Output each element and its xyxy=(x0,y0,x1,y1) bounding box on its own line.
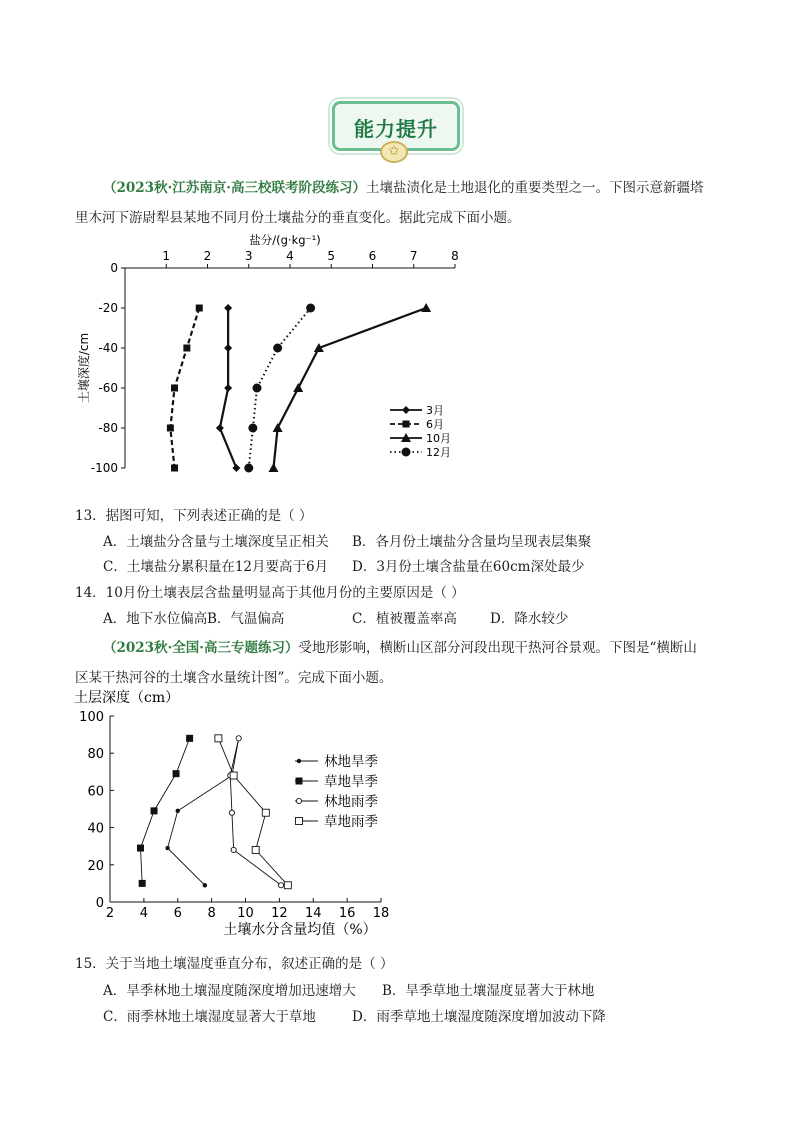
x-tick-label: 5 xyxy=(327,249,336,263)
q15-option-d[interactable]: D．雨季草地土壤湿度随深度增加波动下降 xyxy=(352,1009,606,1025)
x-tick-label: 2 xyxy=(203,249,212,263)
data-point xyxy=(262,809,269,816)
set2-source: （2023秋·全国·高三专题练习） xyxy=(103,640,299,656)
y-tick-label: 60 xyxy=(87,784,104,800)
data-point xyxy=(186,735,193,742)
legend-label: 3月 xyxy=(426,404,444,417)
y-tick-label: -20 xyxy=(98,301,118,315)
y-axis-label: 土壤深度/cm xyxy=(77,332,91,404)
data-point xyxy=(244,464,253,473)
x-tick-label: 16 xyxy=(338,906,356,921)
data-point xyxy=(230,772,237,779)
data-point xyxy=(269,463,279,472)
legend-marker xyxy=(403,421,410,428)
legend-label: 6月 xyxy=(426,418,444,431)
x-tick-label: 10 xyxy=(237,906,254,921)
data-point xyxy=(137,845,144,852)
star-icon: ✩ xyxy=(380,141,408,163)
legend-label: 林地旱季 xyxy=(324,754,378,770)
q15-option-b[interactable]: B．旱季草地土壤湿度显著大于林地 xyxy=(382,983,595,999)
y-axis-label: 土层深度（cm） xyxy=(74,690,180,706)
data-point xyxy=(151,807,158,814)
set2-intro-line2: 区某干热河谷的土壤含水量统计图”。完成下面小题。 xyxy=(75,670,393,686)
set2-intro-line1: 受地形影响，横断山区部分河段出现干热河谷景观。下图是“横断山 xyxy=(298,640,697,656)
data-point xyxy=(273,344,282,353)
legend-label: 林地雨季 xyxy=(324,794,378,810)
q15-option-c[interactable]: C．雨季林地土壤湿度显著大于草地 xyxy=(103,1009,316,1025)
legend-label: 12月 xyxy=(426,446,451,459)
y-tick-label: 40 xyxy=(87,821,104,837)
legend-marker xyxy=(296,778,303,785)
y-tick-label: -100 xyxy=(90,461,118,475)
data-point xyxy=(231,847,236,852)
y-tick-label: -40 xyxy=(98,341,118,355)
data-point xyxy=(165,846,169,850)
x-tick-label: 7 xyxy=(409,249,418,263)
legend-marker xyxy=(402,448,411,457)
question-14-stem: 14．10月份土壤表层含盐量明显高于其他月份的主要原因是（ ） xyxy=(75,585,465,601)
legend-label: 草地旱季 xyxy=(324,774,378,790)
y-tick-label: 0 xyxy=(110,261,118,275)
q14-option-a[interactable]: A．地下水位偏高 xyxy=(103,611,208,627)
x-tick-label: 12 xyxy=(271,906,288,921)
data-point xyxy=(252,846,259,853)
legend-marker xyxy=(402,406,410,414)
q14-option-c[interactable]: C．植被覆盖率高 xyxy=(352,611,457,627)
data-point xyxy=(167,425,174,432)
x-tick-label: 8 xyxy=(207,906,216,921)
data-point xyxy=(171,385,178,392)
set1-intro-line1: 土壤盐渍化是土地退化的重要类型之一。下图示意新疆塔 xyxy=(365,180,704,196)
set1-intro-line2: 里木河下游尉犁县某地不同月份土壤盐分的垂直变化。据此完成下面小题。 xyxy=(75,210,521,226)
soil-moisture-chart xyxy=(70,686,490,940)
x-tick-label: 3 xyxy=(244,249,253,263)
data-point xyxy=(216,424,224,432)
y-tick-label: 0 xyxy=(95,896,104,911)
x-tick-label: 4 xyxy=(139,906,149,921)
data-point xyxy=(183,345,190,352)
data-point xyxy=(232,464,240,472)
data-point xyxy=(224,384,232,392)
series-line xyxy=(140,738,189,883)
data-point xyxy=(224,344,232,352)
legend-marker xyxy=(296,798,301,803)
series-line xyxy=(230,738,281,885)
data-point xyxy=(248,424,257,433)
data-point xyxy=(236,736,241,741)
data-point xyxy=(176,809,180,813)
x-tick-label: 18 xyxy=(372,906,390,921)
salinity-chart xyxy=(70,228,490,498)
data-point xyxy=(173,770,180,777)
legend-label: 草地雨季 xyxy=(324,814,378,830)
data-point xyxy=(273,423,283,432)
y-tick-label: 80 xyxy=(87,747,104,763)
data-point xyxy=(421,303,431,312)
data-point xyxy=(196,305,203,312)
data-point xyxy=(306,304,315,313)
data-point xyxy=(284,882,291,889)
data-point xyxy=(203,883,207,887)
set1-source: （2023秋·江苏南京·高三校联考阶段练习） xyxy=(103,180,366,196)
section-title: 能力提升 xyxy=(354,117,438,141)
data-point xyxy=(253,384,262,393)
y-tick-label: -60 xyxy=(98,381,118,395)
x-tick-label: 4 xyxy=(286,249,294,263)
data-point xyxy=(215,735,222,742)
series-line xyxy=(218,738,287,885)
set2-intro xyxy=(75,633,735,693)
set1-intro xyxy=(75,173,735,233)
x-tick-label: 8 xyxy=(451,249,459,263)
q13-option-d[interactable]: D．3月份土壤含盐量在60cm深处最少 xyxy=(352,559,585,575)
q14-option-b[interactable]: B．气温偏高 xyxy=(207,611,285,627)
question-15-stem: 15．关于当地土壤湿度垂直分布，叙述正确的是（ ） xyxy=(75,956,394,972)
x-axis-label: 土壤水分含量均值（%） xyxy=(223,922,377,938)
data-point xyxy=(224,304,232,312)
legend-marker xyxy=(297,759,301,763)
y-tick-label: 20 xyxy=(87,858,104,874)
q13-option-b[interactable]: B．各月份土壤盐分含量均呈现表层集聚 xyxy=(352,534,592,550)
q13-option-a[interactable]: A．土壤盐分含量与土壤深度呈正相关 xyxy=(103,534,329,550)
q14-option-d[interactable]: D．降水较少 xyxy=(490,611,569,627)
data-point xyxy=(139,880,146,887)
x-tick-label: 1 xyxy=(162,249,171,263)
question-13-stem: 13．据图可知，下列表述正确的是（ ） xyxy=(75,508,313,524)
x-tick-label: 6 xyxy=(368,249,377,263)
y-tick-label: 100 xyxy=(79,710,104,725)
q15-option-a[interactable]: A．旱季林地土壤湿度随深度增加迅速增大 xyxy=(103,983,356,999)
y-tick-label: -80 xyxy=(98,421,118,435)
x-tick-label: 6 xyxy=(173,906,182,921)
data-point xyxy=(293,383,303,392)
legend-marker xyxy=(296,818,303,825)
legend-label: 10月 xyxy=(426,432,451,445)
x-tick-label: 2 xyxy=(105,906,115,921)
data-point xyxy=(171,465,178,472)
x-axis-label: 盐分/(g·kg⁻¹) xyxy=(249,233,321,247)
data-point xyxy=(229,810,234,815)
x-tick-label: 14 xyxy=(304,906,322,921)
q13-option-c[interactable]: C．土壤盐分累积量在12月要高于6月 xyxy=(103,559,329,575)
data-point xyxy=(278,883,283,888)
